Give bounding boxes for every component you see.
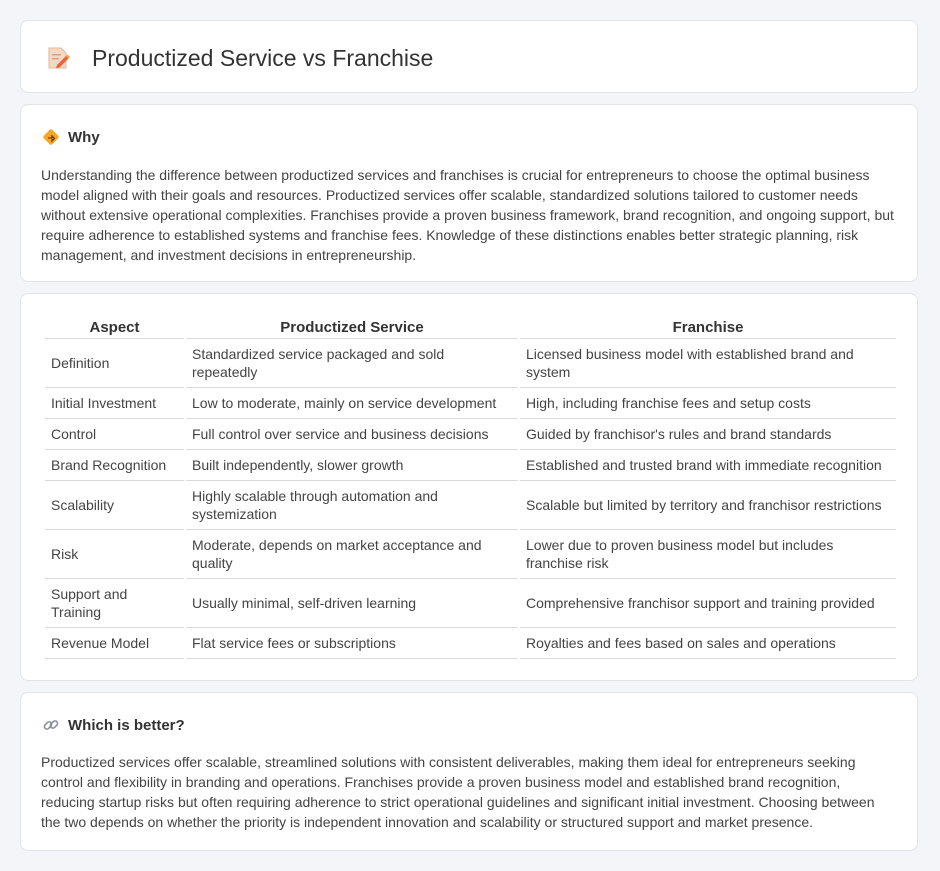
- better-text: Productized services offer scalable, streamlined solutions with consistent deliverables, making them ideal for entrepreneurs seeking control and flexibility in branding and operations. Franchises provide a proven business model and established brand recognition, reducing startup risks but often requiring adherence to strict operational guidelines and significant initial investment. Choosing between the two depends on whether the priority is independent innovation and scalability or structured support and market presence.: [41, 754, 875, 830]
- cell-franchise: Lower due to proven business model but includes franchise risk: [520, 530, 896, 579]
- cell-service: Flat service fees or subscriptions: [186, 628, 518, 659]
- why-heading: Why: [68, 128, 100, 146]
- table-row: [45, 388, 896, 419]
- cell-service: Low to moderate, mainly on service development: [186, 388, 518, 419]
- comparison-table: [43, 316, 898, 659]
- cell-franchise: High, including franchise fees and setup costs: [520, 388, 896, 419]
- cell-aspect: Definition: [45, 339, 184, 388]
- table-row: [45, 450, 896, 481]
- cell-franchise: Scalable but limited by territory and franchisor restrictions: [520, 481, 896, 530]
- cell-service: Usually minimal, self-driven learning: [186, 579, 518, 628]
- why-section: [20, 104, 918, 282]
- column-header-aspect: Aspect: [45, 316, 184, 339]
- cell-franchise: Licensed business model with established brand and system: [520, 339, 896, 388]
- table-header-row: [45, 316, 896, 339]
- table-row: [45, 579, 896, 628]
- diamond-signpost-icon: [42, 128, 60, 146]
- link-icon: [42, 716, 60, 734]
- why-text: Understanding the difference between productized services and franchises is crucial for entrepreneurs to choose the optimal business model aligned with their goals and resources. Productized services offer scalable, standardized solutions tailored to customer needs without extensive operational complexities. Franchises provide a proven business framework, brand recognition, and ongoing support, but require adherence to established systems and franchise fees. Knowledge of these distinctions enables better strategic planning, risk management, and investment decisions in entrepreneurship.: [41, 167, 894, 263]
- cell-franchise: Comprehensive franchisor support and training provided: [520, 579, 896, 628]
- better-heading: Which is better?: [68, 716, 185, 734]
- cell-aspect: Scalability: [45, 481, 184, 530]
- column-header-productized-service: Productized Service: [186, 316, 518, 339]
- header-card: [20, 20, 918, 93]
- column-header-franchise: Franchise: [520, 316, 896, 339]
- page-title: Productized Service vs Franchise: [92, 45, 434, 71]
- cell-franchise: Guided by franchisor's rules and brand standards: [520, 419, 896, 450]
- cell-service: Highly scalable through automation and systemization: [186, 481, 518, 530]
- table-row: [45, 530, 896, 579]
- which-is-better-section: [20, 692, 918, 851]
- cell-service: Standardized service packaged and sold repeatedly: [186, 339, 518, 388]
- table-row: [45, 339, 896, 388]
- document-pencil-icon: [45, 45, 71, 71]
- cell-service: Built independently, slower growth: [186, 450, 518, 481]
- cell-aspect: Revenue Model: [45, 628, 184, 659]
- comparison-table-card: [20, 293, 918, 681]
- cell-aspect: Control: [45, 419, 184, 450]
- cell-service: Moderate, depends on market acceptance and quality: [186, 530, 518, 579]
- table-row: [45, 419, 896, 450]
- cell-aspect: Initial Investment: [45, 388, 184, 419]
- cell-franchise: Royalties and fees based on sales and operations: [520, 628, 896, 659]
- cell-franchise: Established and trusted brand with immediate recognition: [520, 450, 896, 481]
- cell-service: Full control over service and business decisions: [186, 419, 518, 450]
- cell-aspect: Risk: [45, 530, 184, 579]
- cell-aspect: Support and Training: [45, 579, 184, 628]
- table-row: [45, 628, 896, 659]
- cell-aspect: Brand Recognition: [45, 450, 184, 481]
- table-row: [45, 481, 896, 530]
